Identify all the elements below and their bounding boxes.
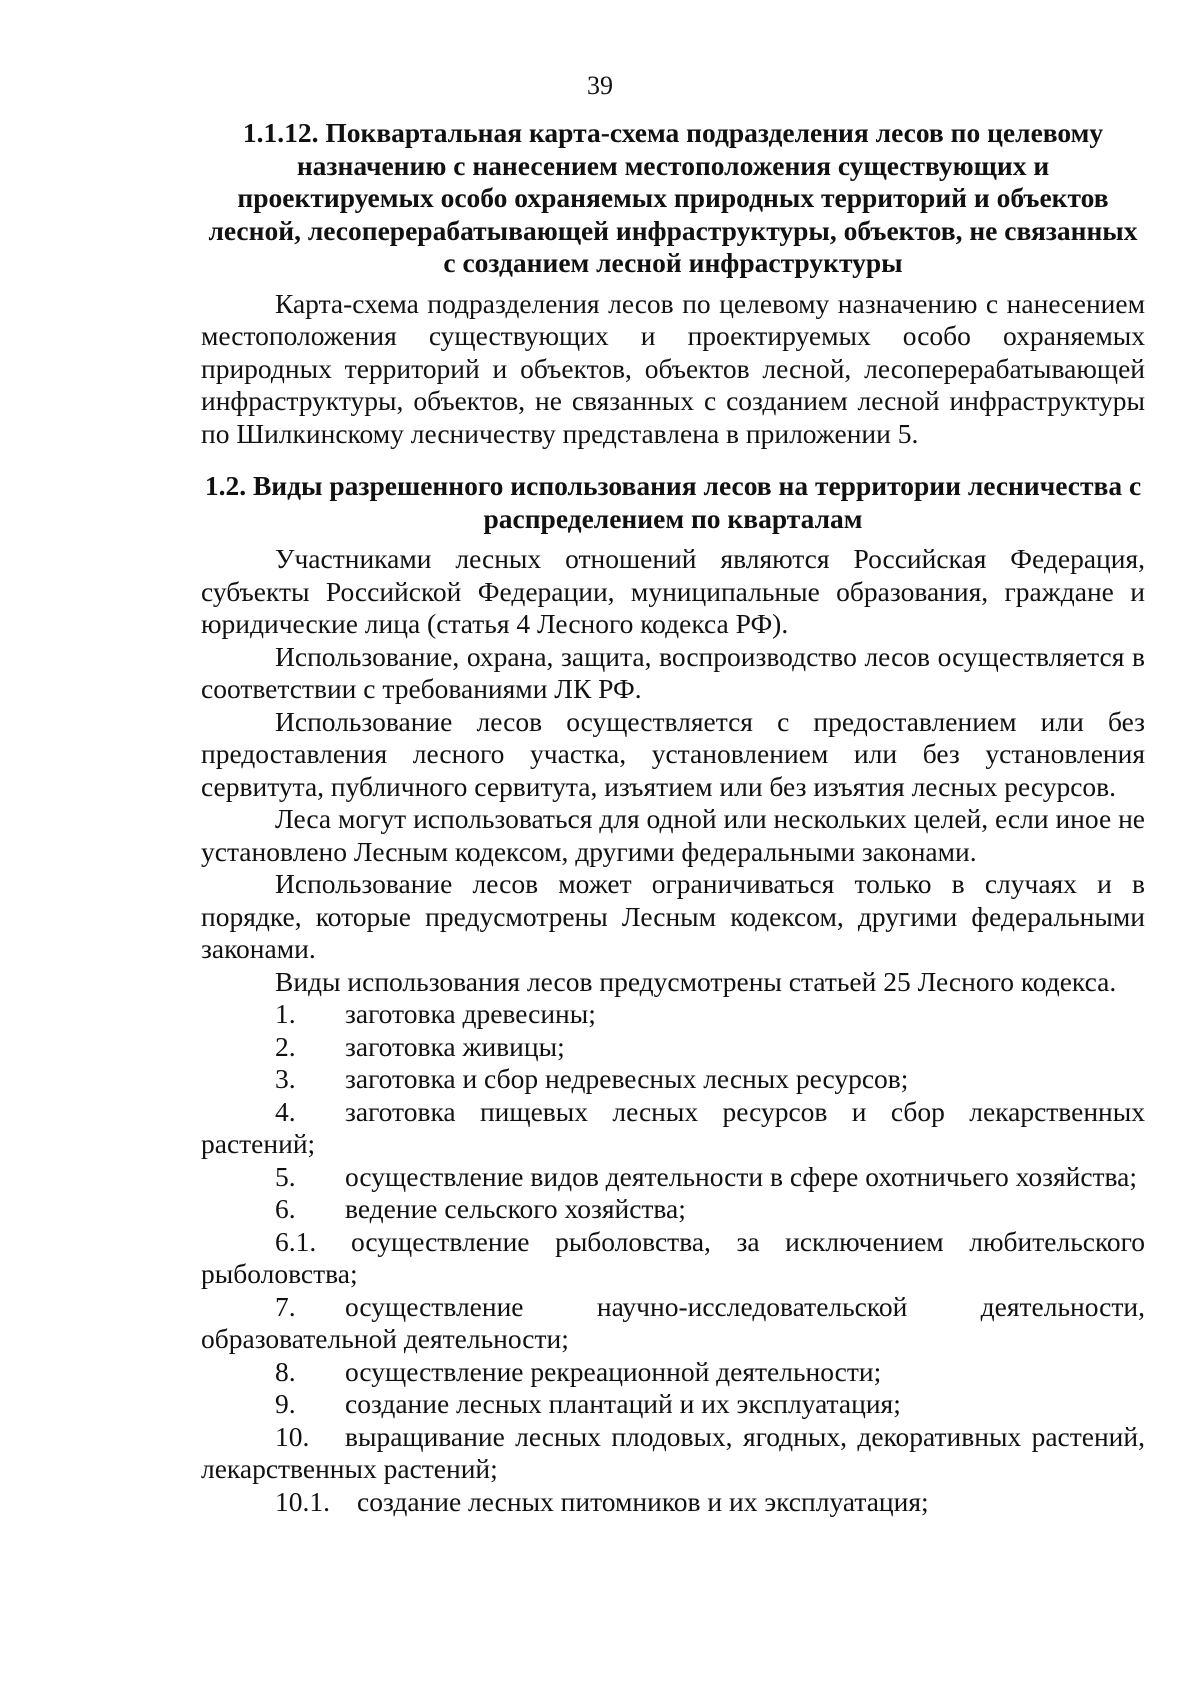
list-item-text: ведение сельского хозяйства; — [345, 1193, 686, 1224]
list-item-text: осуществление научно-исследовательской деятельности, образовательной деятельности; — [201, 1290, 1145, 1354]
paragraph: Использование лесов может ограничиваться только в случаях и в порядке, которые предусмотрены Лесным кодексом, другими федеральными законами. — [201, 868, 1145, 964]
list-item-number: 6. — [275, 1193, 296, 1224]
list-item — [201, 1161, 1145, 1194]
list-item-text: заготовка и сбор недревесных лесных ресурсов; — [345, 1063, 909, 1094]
list-item — [201, 1356, 1145, 1389]
page-number: 39 — [587, 71, 613, 100]
list-item-number: 5. — [275, 1160, 296, 1192]
list-item-text: создание лесных плантаций и их эксплуатация; — [345, 1388, 901, 1419]
paragraph: Участниками лесных отношений являются Российская Федерация, субъекты Российской Федерации, муниципальные образования, граждане и юридические лица (статья 4 Лесного кодекса РФ). — [201, 543, 1145, 639]
list-item-number: 4. — [275, 1095, 296, 1127]
paragraph: Использование лесов осуществляется с предоставлением или без предоставления лесного участка, установлением или без установления сервитута, публичного сервитута, изъятием или без изъятия лесных ресурсов. — [201, 705, 1145, 802]
list-item — [201, 998, 1145, 1031]
list-item-text: выращивание лесных плодовых, ягодных, декоративных растений, лекарственных растений; — [201, 1420, 1145, 1484]
paragraph: Леса могут использоваться для одной или нескольких целей, если иное не установлено Лесным кодексом, другими федеральными законами. — [201, 803, 1145, 867]
list-item-number: 2. — [275, 1030, 296, 1062]
list-item-number: 10. — [275, 1420, 310, 1452]
list-item-text: создание лесных питомников и их эксплуатация; — [357, 1485, 929, 1517]
list-item-text: осуществление рекреационной деятельности; — [345, 1355, 882, 1387]
list-item — [201, 1291, 1145, 1356]
list-item-number: 8. — [275, 1355, 296, 1387]
section-heading-1-2: 1.2. Виды разрешенного использования лесов на территории лесничества с распределением по кварталам — [204, 470, 1142, 534]
list-item — [201, 1031, 1145, 1064]
list-item — [201, 1421, 1145, 1486]
list-item — [201, 1388, 1145, 1421]
paragraph: Карта-схема подразделения лесов по целевому назначению с нанесением местоположения существующих и проектируемых особо охраняемых природных территорий и объектов, объектов лесной, лесоперерабатывающей инфраструктуры, объектов, не связанных с созданием лесной инфраструктуры по Шилкинскому лесничеству представлена в приложении 5. — [201, 287, 1145, 449]
list-item — [201, 1486, 1145, 1519]
list-item-number: 1. — [275, 998, 296, 1029]
list-item-number: 6.1. — [275, 1225, 317, 1257]
list-item-text: осуществление видов деятельности в сфере охотничьего хозяйства; — [345, 1160, 1138, 1192]
list-item — [201, 1063, 1145, 1096]
list-item — [201, 1226, 1145, 1291]
list-item — [201, 1096, 1145, 1161]
forest-use-types-list — [201, 998, 1145, 1518]
paragraph: Использование, охрана, защита, воспроизводство лесов осуществляется в соответствии с требованиями ЛК РФ. — [201, 640, 1145, 704]
paragraph: Виды использования лесов предусмотрены статьей 25 Лесного кодекса. — [275, 965, 1117, 997]
list-item-text: заготовка древесины; — [345, 998, 596, 1029]
list-item-text: осуществление рыболовства, за исключением любительского рыболовства; — [201, 1225, 1145, 1289]
list-item-number: 10.1. — [275, 1485, 330, 1517]
section-heading-1-1-12: 1.1.12. Поквартальная карта-схема подразделения лесов по целевому назначению с нанесением местоположения существующих и проектируемых особо охраняемых природных территорий и объектов лесной, лесоперерабатывающей инфраструктуры, объектов, не связанных с созданием лесной инфраструктуры — [208, 117, 1138, 278]
list-item-number: 7. — [275, 1290, 296, 1322]
list-item-number: 3. — [275, 1063, 296, 1094]
list-item — [201, 1193, 1145, 1226]
list-item-text: заготовка живицы; — [345, 1030, 565, 1062]
list-item-text: заготовка пищевых лесных ресурсов и сбор лекарственных растений; — [201, 1095, 1145, 1159]
page-content — [201, 117, 1145, 1518]
list-item-number: 9. — [275, 1388, 296, 1419]
